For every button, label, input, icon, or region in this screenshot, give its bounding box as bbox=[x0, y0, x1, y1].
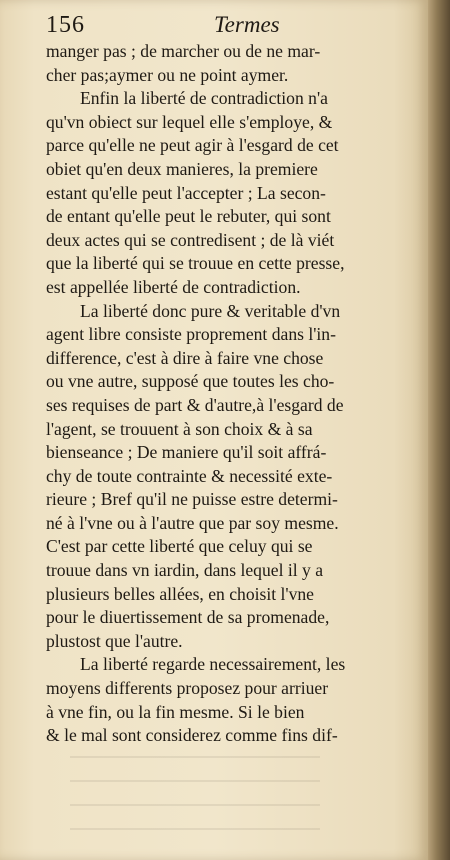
text-line: qu'vn obiect sur lequel elle s'employe, & bbox=[46, 111, 333, 132]
text-line: né à l'vne ou à l'autre que par soy mesme. bbox=[46, 512, 339, 533]
text-line: C'est par cette liberté que celuy qui se bbox=[46, 536, 313, 557]
text-line: de entant qu'elle peut le rebuter, qui sont bbox=[46, 206, 331, 227]
text-line: & le mal sont considerez comme fins dif- bbox=[46, 725, 338, 746]
page-edge bbox=[428, 0, 450, 860]
text-line: La liberté donc pure & veritable d'vn bbox=[80, 300, 341, 321]
text-line: deux actes qui se contredisent ; de là viét bbox=[46, 229, 335, 250]
text-line: trouue dans vn iardin, dans lequel il y a bbox=[46, 560, 324, 581]
text-line: plustost que l'autre. bbox=[46, 630, 183, 651]
text-line: plusieurs belles allées, en choisit l'vne bbox=[46, 583, 314, 604]
text-line: ou vne autre, supposé que toutes les cho- bbox=[46, 371, 335, 392]
text-line: bienseance ; De maniere qu'il soit affrá- bbox=[46, 442, 327, 463]
text-line: agent libre consiste proprement dans l'in- bbox=[46, 324, 336, 345]
running-head: Termes bbox=[214, 12, 280, 37]
text-line: Enfin la liberté de contradiction n'a bbox=[80, 88, 328, 109]
text-line: manger pas ; de marcher ou de ne mar- bbox=[46, 41, 321, 61]
text-line: est appellée liberté de contradiction. bbox=[46, 276, 301, 297]
text-line: obiet qu'en deux manieres, la premiere bbox=[46, 158, 318, 179]
body-text bbox=[46, 40, 430, 748]
text-line: à vne fin, ou la fin mesme. Si le bien bbox=[46, 701, 305, 722]
text-line: cher pas;aymer ou ne point aymer. bbox=[46, 64, 289, 85]
page-number: 156 bbox=[46, 12, 85, 38]
text-line: rieure ; Bref qu'il ne puisse estre determi- bbox=[46, 489, 338, 510]
show-through-bleed bbox=[70, 740, 320, 830]
text-line: La liberté regarde necessairement, les bbox=[80, 654, 346, 675]
text-line: chy de toute contrainte & necessité exte- bbox=[46, 465, 333, 486]
text-line: que la liberté qui se trouue en cette presse, bbox=[46, 253, 345, 274]
text-line: parce qu'elle ne peut agir à l'esgard de cet bbox=[46, 135, 339, 156]
text-line: l'agent, se trouuent à son choix & à sa bbox=[46, 418, 313, 439]
text-line: moyens differents proposez pour arriuer bbox=[46, 678, 329, 699]
page-header bbox=[46, 12, 426, 42]
text-line: pour le diuertissement de sa promenade, bbox=[46, 607, 330, 628]
text-line: ses requises de part & d'autre,à l'esgard de bbox=[46, 394, 344, 415]
text-line: estant qu'elle peut l'accepter ; La secon- bbox=[46, 182, 326, 203]
text-line: difference, c'est à dire à faire vne chose bbox=[46, 347, 324, 368]
